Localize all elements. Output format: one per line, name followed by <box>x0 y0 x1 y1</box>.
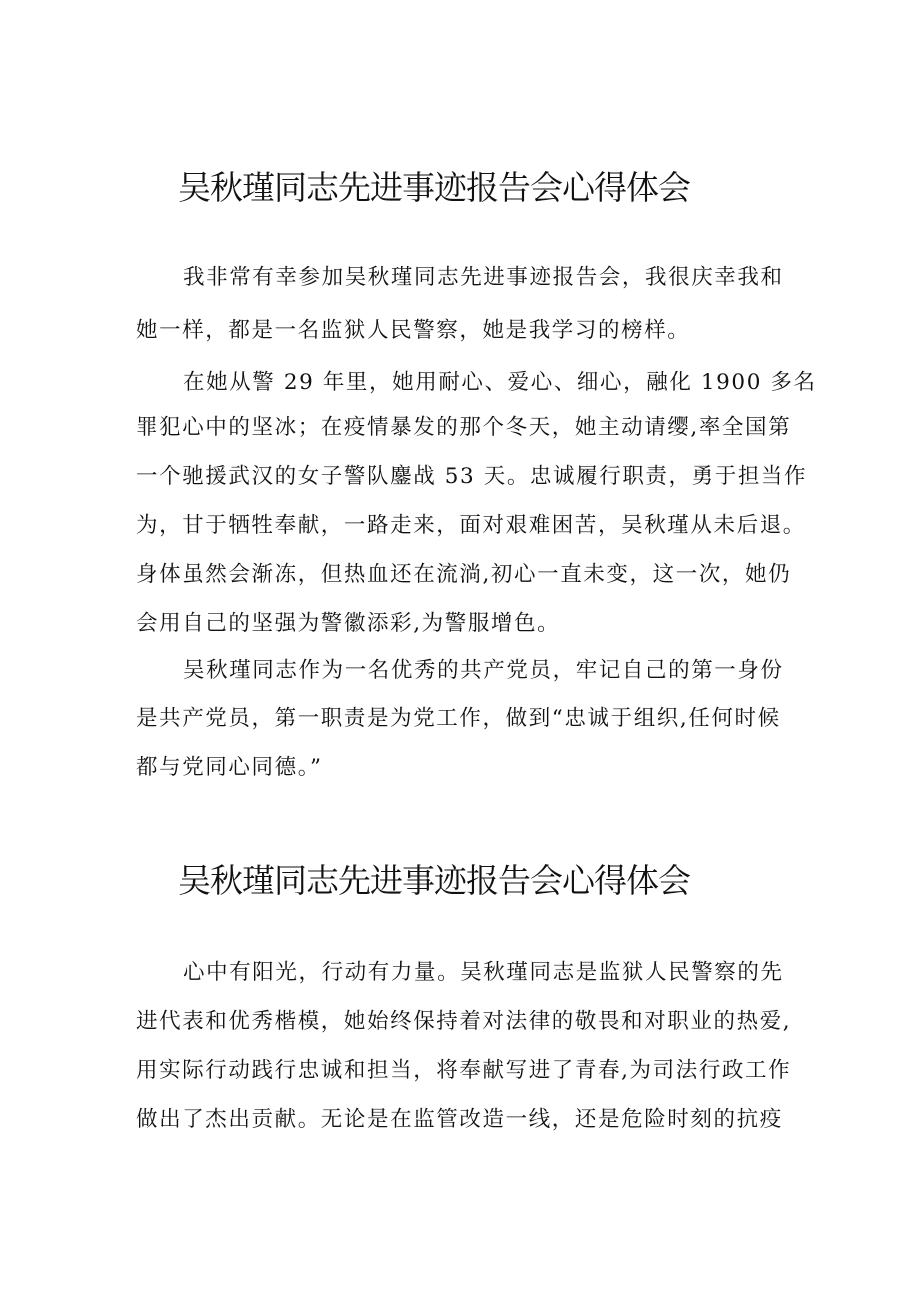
article-2-line-2: 进代表和优秀楷模，她始终保持着对法律的敬畏和对职业的热爱, <box>136 1009 792 1034</box>
article-1-line-8: 会用自己的坚强为警徽添彩,为警服增色。 <box>136 611 561 636</box>
article-1-line-10: 是共产党员，第一职责是为党工作，做到“忠诚于组织,任何时候 <box>136 706 781 731</box>
article-1-line-5: 一个驰援武汉的女子警队鏖战 53 天。忠诚履行职责，勇于担当作 <box>136 464 808 489</box>
article-1-line-9: 吴秋瑾同志作为一名优秀的共产党员，牢记自己的第一身份 <box>183 658 784 683</box>
article-1-title: 吴秋瑾同志先进事迹报告会心得体会 <box>178 168 690 207</box>
article-1-line-6: 为，甘于牺牲奉献，一路走来，面对艰难困苦，吴秋瑾从未后退。 <box>136 513 806 538</box>
article-2-line-1: 心中有阳光，行动有力量。吴秋瑾同志是监狱人民警察的先 <box>183 960 784 985</box>
article-1-line-3: 在她从警 29 年里，她用耐心、爱心、细心，融化 1900 多名 <box>183 370 817 395</box>
article-2-line-4: 做出了杰出贡献。无论是在监管改造一线，还是危险时刻的抗疫 <box>136 1107 783 1132</box>
article-1-line-11: 都与党同心同德。” <box>136 755 323 780</box>
article-1-line-4: 罪犯心中的坚冰；在疫情暴发的那个冬天，她主动请缨,率全国第 <box>136 415 792 440</box>
article-2-title: 吴秋瑾同志先进事迹报告会心得体会 <box>178 861 690 900</box>
article-1-line-1: 我非常有幸参加吴秋瑾同志先进事迹报告会，我很庆幸我和 <box>183 265 784 290</box>
article-2-line-3: 用实际行动践行忠诚和担当，将奉献写进了青春,为司法行政工作 <box>136 1058 792 1083</box>
article-1-line-7: 身体虽然会渐冻，但热血还在流淌,初心一直未变，这一次，她仍 <box>136 562 792 587</box>
article-1-line-2: 她一样，都是一名监狱人民警察，她是我学习的榜样。 <box>136 318 691 343</box>
